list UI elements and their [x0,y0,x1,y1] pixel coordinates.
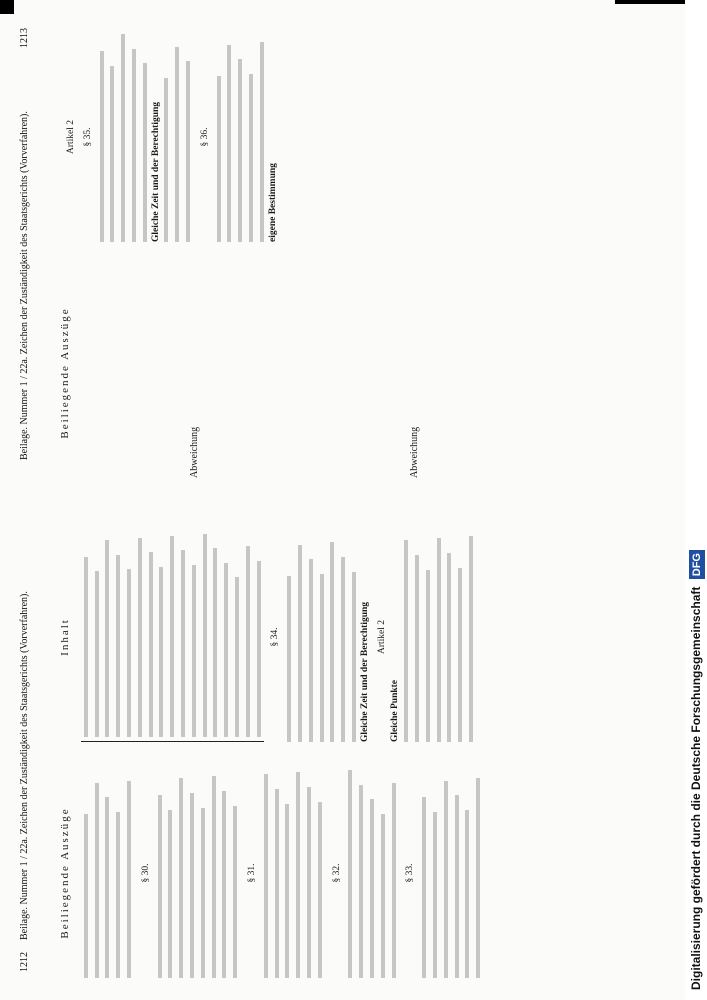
text-line [282,804,293,978]
text-line [430,812,441,978]
header-text: Beilage. Nummer 1 / 22a. Zeichen der Zuständigkeit des Staatsgerichts (Vorverfahren). [19,591,30,940]
section-title: Beiliegende Auszüge [59,307,71,439]
text-line [338,557,349,742]
header-text: Beilage. Nummer 1 / 22a. Zeichen der Zuständigkeit des Staatsgerichts (Vorverfahren). [19,111,30,460]
page-header [6,10,34,490]
paragraph [97,32,194,242]
paragraph [155,768,241,978]
text-line [304,787,315,978]
text-line [293,772,304,978]
side-label: Abweichung [409,426,420,478]
banner-text [688,10,704,990]
text-line [97,51,108,242]
dfg-logo: DFG [689,550,705,579]
text-line [462,810,473,978]
text-line [295,545,306,742]
text-line [183,61,194,242]
page-number: 1212 [19,952,30,972]
funding-note: Digitalisierung gefördert durch die Deutsche Forschungsgemeinschaft [689,586,703,990]
text-line [317,574,328,742]
text-line [224,45,235,242]
section-heading: § 35. [82,127,93,147]
text-line [124,781,135,978]
text-line [102,540,113,737]
section-title: Beiliegende Auszüge [59,807,71,939]
text-line [161,78,172,242]
paragraph [261,768,326,978]
paragraph [419,768,484,978]
text-line [155,795,166,978]
text-line [441,781,452,978]
text-line [167,536,178,737]
text-line [102,797,113,978]
section-heading: § 30. [140,863,151,883]
text-line [423,570,434,742]
text-line [327,543,338,743]
text-line [210,548,221,737]
text-line [200,534,211,737]
text-column [59,268,420,478]
text-line [284,576,295,742]
boxed-paragraph [81,532,265,742]
text-line [235,59,246,242]
text-line [389,783,400,978]
text-line [246,74,257,242]
section-heading: § 34. [270,627,281,647]
section-heading: Artikel 2 [376,619,387,655]
text-line [107,66,118,242]
right-page [0,0,685,500]
text-line [113,812,124,978]
section-heading: § 31. [246,863,257,883]
section-heading: § 32. [331,863,342,883]
text-line [176,779,187,979]
text-line [81,814,92,978]
text-line [124,569,135,737]
text-line [401,540,412,742]
bold-phrase: Gleiche Zeit und der Berechtigung [150,101,161,242]
page-number: 1213 [19,28,30,48]
paragraph [214,32,279,242]
text-line [412,555,423,742]
text-line [452,795,463,978]
text-column [60,532,483,742]
side-label: Abweichung [189,426,200,478]
text-line [254,561,265,737]
text-line [165,810,176,978]
text-line [92,571,103,737]
text-line [172,47,183,242]
text-line [214,76,225,242]
text-line [378,814,389,978]
text-line [140,64,151,243]
text-line [81,557,92,737]
text-column [60,768,490,978]
text-line [156,567,167,737]
text-line [434,538,445,742]
text-line [232,577,243,737]
text-line [419,797,430,978]
text-line [257,43,268,243]
text-line [349,572,360,742]
text-line [315,802,326,978]
section-heading: § 36. [199,127,210,147]
bold-phrase: Gleiche Punkte [390,679,401,742]
text-line [187,793,198,978]
paragraph [390,532,476,742]
text-line [243,546,254,737]
left-page [0,500,685,1000]
text-line [129,49,140,242]
text-line [189,565,200,737]
text-line [198,808,209,978]
text-line [113,555,124,737]
page-header [6,510,34,990]
text-line [444,553,455,742]
text-line [146,553,157,738]
text-line [466,536,477,742]
text-line [345,770,356,978]
section-heading: § 33. [405,863,416,883]
funding-banner [685,0,707,1000]
text-line [261,774,272,978]
text-column [60,32,284,242]
paragraph [81,768,135,978]
text-line [92,783,103,978]
text-line [356,785,367,978]
text-line [230,806,241,978]
section-heading: Artikel 2 [66,119,76,155]
paragraph [345,768,399,978]
bold-phrase: Gleiche Zeit und der Berechtigung [359,601,370,742]
column-title: Inhalt [59,618,71,656]
bold-phrase: eigene Bestimmung [267,163,278,242]
text-line [455,568,466,742]
text-line [118,34,129,242]
text-line [473,779,484,979]
text-line [272,789,283,978]
text-line [219,791,230,978]
text-line [367,800,378,979]
text-line [306,559,317,742]
text-line [135,538,146,737]
paragraph [284,532,370,742]
text-line [221,563,232,737]
text-line [178,550,189,737]
text-line [209,776,220,978]
